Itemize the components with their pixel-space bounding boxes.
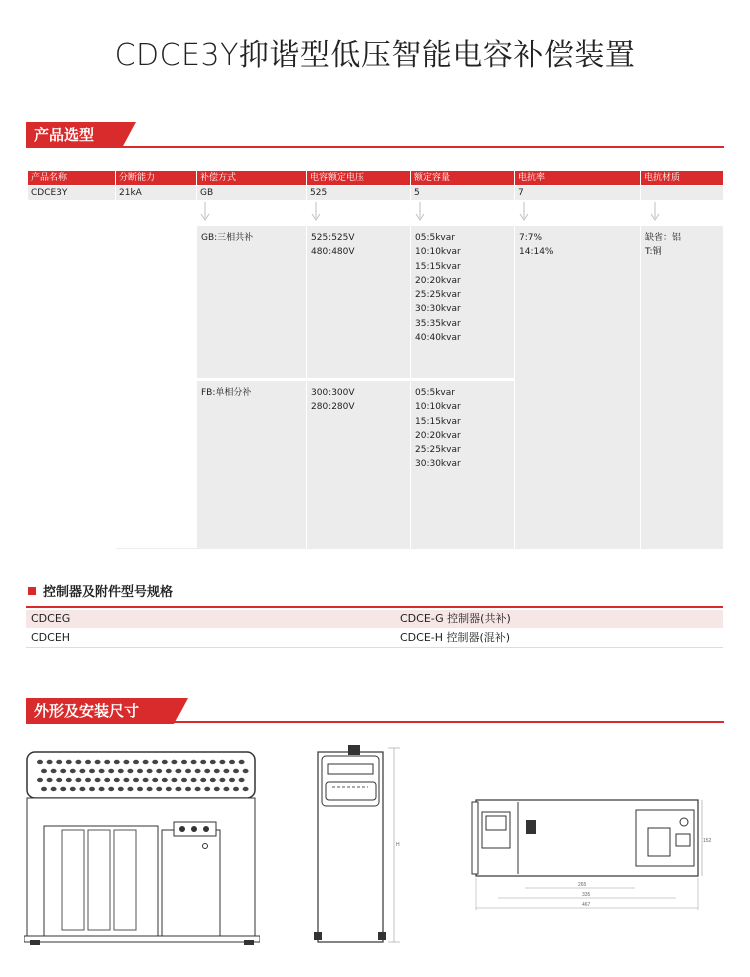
vent-hole xyxy=(66,760,72,764)
vent-hole xyxy=(114,760,120,764)
vent-hole xyxy=(104,760,110,764)
table-cell xyxy=(641,186,723,200)
vent-hole xyxy=(75,760,81,764)
vent-hole xyxy=(171,760,177,764)
vent-hole xyxy=(99,787,105,791)
table-header: 电容额定电压 xyxy=(307,171,410,185)
vent-hole xyxy=(47,760,53,764)
dim-label-335: 335 xyxy=(582,892,591,898)
vent-hole xyxy=(229,778,235,782)
option-block-gb-type xyxy=(197,226,306,378)
gb-capacity-text: 05:5kvar 10:10kvar 15:15kvar 20:20kvar 25:25kvar 30:30kvar 35:35kvar 40:40kvar xyxy=(415,233,461,344)
down-arrow-icon xyxy=(309,202,323,224)
section-header-selection: 产品选型 xyxy=(26,122,122,148)
vent-hole xyxy=(127,787,133,791)
vent-hole xyxy=(79,769,85,773)
vent-hole xyxy=(239,760,245,764)
vent-hole xyxy=(108,787,114,791)
vent-hole xyxy=(162,760,168,764)
table-cell: 525 xyxy=(307,186,410,200)
vent-hole xyxy=(185,769,191,773)
vent-hole xyxy=(223,787,229,791)
vent-hole xyxy=(143,760,149,764)
vent-hole xyxy=(210,778,216,782)
vent-hole xyxy=(210,760,216,764)
vent-hole xyxy=(114,778,120,782)
vent-hole xyxy=(95,778,101,782)
vent-hole xyxy=(152,778,158,782)
vent-hole xyxy=(95,760,101,764)
controller-desc: CDCE-G 控制器(共补) xyxy=(400,612,511,625)
down-arrow-icon xyxy=(517,202,531,224)
table-header: 额定容量 xyxy=(411,171,514,185)
vent-hole xyxy=(243,787,249,791)
vent-hole xyxy=(223,769,229,773)
vent-hole xyxy=(239,778,245,782)
vent-hole xyxy=(219,778,225,782)
vent-hole xyxy=(60,769,66,773)
material-text: 缺省：铝 T:铜 xyxy=(645,233,682,258)
vent-hole xyxy=(85,778,91,782)
vent-hole xyxy=(171,778,177,782)
front-view-drawing xyxy=(24,750,260,945)
vent-hole xyxy=(152,760,158,764)
dim-label-467: 467 xyxy=(582,902,591,908)
vent-hole xyxy=(123,778,129,782)
vent-hole xyxy=(175,787,181,791)
table-cell: GB xyxy=(197,186,306,200)
fb-voltage-text: 300:300V 280:280V xyxy=(311,388,355,413)
vent-hole xyxy=(175,769,181,773)
vent-hole xyxy=(85,760,91,764)
option-block-fb-type xyxy=(197,381,306,549)
vent-hole xyxy=(233,769,239,773)
dim-label-265: 265 xyxy=(578,882,587,888)
vent-hole xyxy=(118,769,124,773)
vent-hole xyxy=(181,778,187,782)
table-header: 分断能力 xyxy=(116,171,196,185)
vent-hole xyxy=(75,778,81,782)
down-arrow-icon xyxy=(413,202,427,224)
table-cell: CDCE3Y xyxy=(28,186,115,200)
section-divider xyxy=(26,146,724,148)
vent-hole xyxy=(133,760,139,764)
vent-hole xyxy=(47,778,53,782)
vent-hole xyxy=(99,769,105,773)
vent-hole xyxy=(162,778,168,782)
vent-hole xyxy=(51,769,57,773)
vent-hole xyxy=(137,787,143,791)
vent-hole xyxy=(133,778,139,782)
vent-hole xyxy=(147,769,153,773)
vent-hole xyxy=(229,760,235,764)
vent-hole xyxy=(191,760,197,764)
top-view-drawing xyxy=(470,790,720,915)
section-header-dimensions: 外形及安装尺寸 xyxy=(26,698,174,724)
vent-hole xyxy=(143,778,149,782)
vent-hole xyxy=(195,769,201,773)
vent-hole xyxy=(127,769,133,773)
vent-hole xyxy=(204,787,210,791)
vent-hole xyxy=(89,787,95,791)
vent-hole xyxy=(156,769,162,773)
table-cell: 7 xyxy=(515,186,640,200)
vent-hole xyxy=(70,769,76,773)
vent-hole xyxy=(214,787,220,791)
vent-hole xyxy=(41,787,47,791)
vent-hole xyxy=(51,787,57,791)
vent-hole xyxy=(156,787,162,791)
table-header: 产品名称 xyxy=(28,171,115,185)
vent-hole xyxy=(104,778,110,782)
gb-type-text: GB:三相共补 xyxy=(201,233,254,243)
table-cell: 5 xyxy=(411,186,514,200)
controller-section-title xyxy=(28,581,173,600)
vent-hole xyxy=(70,787,76,791)
vent-hole xyxy=(233,787,239,791)
fb-type-text: FB:单相分补 xyxy=(201,388,252,398)
table-header: 补偿方式 xyxy=(197,171,306,185)
vent-hole xyxy=(123,760,129,764)
vent-hole xyxy=(166,787,172,791)
vent-hole xyxy=(79,787,85,791)
vent-hole xyxy=(37,778,43,782)
vent-hole xyxy=(66,778,72,782)
vent-hole xyxy=(56,778,62,782)
vent-hole xyxy=(200,760,206,764)
controller-row xyxy=(26,629,723,647)
side-view-drawing xyxy=(308,742,410,947)
controller-model: CDCEH xyxy=(31,631,71,644)
reactance-text: 7:7% 14:14% xyxy=(519,233,554,258)
dim-label-152: 152 xyxy=(703,838,712,844)
controller-model: CDCEG xyxy=(31,612,71,625)
bullet-square-icon xyxy=(28,587,36,595)
vent-hole xyxy=(200,778,206,782)
vent-hole xyxy=(204,769,210,773)
vent-hole xyxy=(89,769,95,773)
vent-hole xyxy=(60,787,66,791)
table-bottom-rule xyxy=(116,548,197,549)
table-header: 电抗率 xyxy=(515,171,640,185)
section-divider xyxy=(26,721,724,723)
gb-voltage-text: 525:525V 480:480V xyxy=(311,233,355,258)
table-cell: 21kA xyxy=(116,186,196,200)
controller-section-label: 控制器及附件型号规格 xyxy=(43,585,174,600)
fb-capacity-text: 05:5kvar 10:10kvar 15:15kvar 20:20kvar 25:25kvar 30:30kvar xyxy=(415,388,461,470)
vent-hole xyxy=(56,760,62,764)
vent-hole xyxy=(195,787,201,791)
vent-hole xyxy=(137,769,143,773)
down-arrow-icon xyxy=(648,202,662,224)
vent-hole xyxy=(41,769,47,773)
table-header: 电抗材质 xyxy=(641,171,723,185)
row-divider xyxy=(26,647,723,648)
vent-hole xyxy=(214,769,220,773)
vent-hole xyxy=(37,760,43,764)
vent-hole xyxy=(147,787,153,791)
vent-hole xyxy=(108,769,114,773)
controller-desc: CDCE-H 控制器(混补) xyxy=(400,631,511,644)
vent-hole xyxy=(166,769,172,773)
controller-row xyxy=(26,610,723,628)
section-divider xyxy=(26,606,723,608)
page-title: CDCE3Y抑谐型低压智能电容补偿装置 xyxy=(114,38,636,73)
vent-hole xyxy=(181,760,187,764)
vent-hole xyxy=(185,787,191,791)
option-block-reactance xyxy=(515,226,640,549)
vent-hole xyxy=(191,778,197,782)
dim-label-h: H xyxy=(396,842,400,848)
vent-hole xyxy=(118,787,124,791)
vent-hole xyxy=(219,760,225,764)
down-arrow-icon xyxy=(198,202,212,224)
vent-hole xyxy=(243,769,249,773)
option-block-material xyxy=(641,226,723,549)
